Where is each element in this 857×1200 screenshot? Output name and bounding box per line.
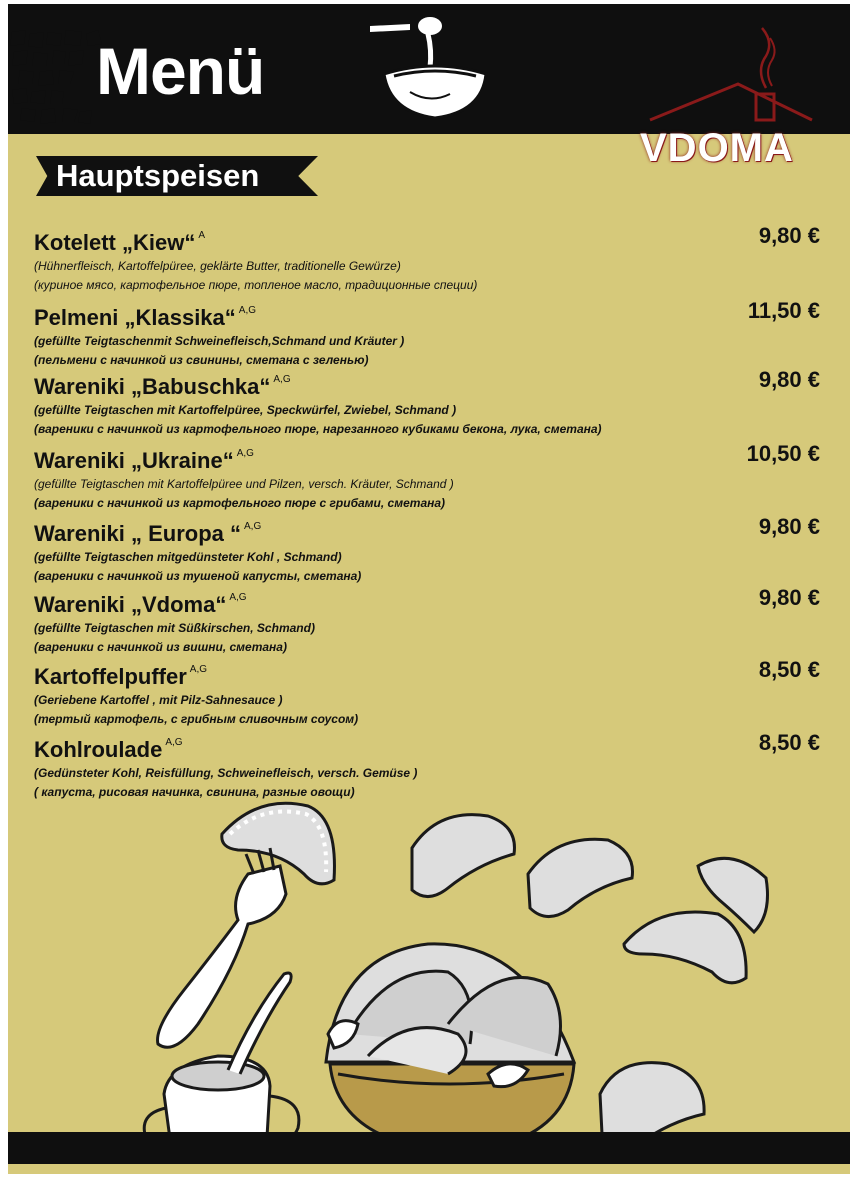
item-allergens: A,G bbox=[244, 521, 262, 532]
item-desc-de: (Gedünsteter Kohl, Reisfüllung, Schweinefleisch, versch. Gemüse ) bbox=[34, 766, 418, 780]
item-name: Wareniki „Vdoma“ $^{A,G}$ bbox=[34, 592, 247, 617]
item-price: 9,80 € bbox=[758, 223, 820, 248]
item-price: 9,80 € bbox=[758, 367, 820, 392]
item-desc-ru: ( капуста, рисовая начинка, свинина, разные овощи) bbox=[34, 785, 355, 799]
item-desc-de: (gefüllte Teigtaschen mit Kartoffelpüree und Pilzen, versch. Kräuter, Schmand ) bbox=[34, 477, 454, 491]
item-price: 8,50 € bbox=[758, 730, 820, 755]
menu-item bbox=[34, 366, 820, 440]
menu-item bbox=[34, 656, 820, 729]
item-price: 11,50 € bbox=[747, 298, 820, 323]
item-desc-ru: (тертый картофель, с грибным сливочным соусом) bbox=[34, 712, 359, 726]
item-price: 8,50 € bbox=[758, 657, 820, 682]
item-allergens: A,G bbox=[238, 305, 257, 316]
item-desc-de: (gefüllte Teigtaschen mit Kartoffelpüree, Speckwürfel, Zwiebel, Schmand ) bbox=[34, 403, 457, 417]
menu-item bbox=[34, 222, 820, 297]
item-name: Kotelett „Kiew“ $^A$ bbox=[34, 230, 206, 255]
item-allergens: A,G bbox=[236, 448, 254, 459]
item-allergens: A,G bbox=[189, 664, 208, 675]
item-desc-de: (Hühnerfleisch, Kartoffelpüree, geklärte Butter, traditionelle Gewürze) bbox=[34, 259, 401, 273]
item-desc-ru: (вареники с начинкой из тушеной капусты, сметана) bbox=[34, 569, 362, 583]
menu-title: Menü bbox=[96, 34, 265, 108]
item-desc-ru: (вареники с начинкой из картофельного пюре, нарезанного кубиками бекона, лука, сметана) bbox=[34, 422, 602, 436]
section-title: Hauptspeisen bbox=[56, 158, 260, 193]
footer-band bbox=[8, 1132, 850, 1164]
item-allergens: A,G bbox=[229, 592, 247, 603]
item-name: Wareniki „Babuschka“ $^{A,G}$ bbox=[34, 374, 291, 399]
item-desc-ru: (пельмени с начинкой из свинины, сметана с зеленью) bbox=[34, 353, 369, 367]
menu-item bbox=[34, 584, 820, 656]
item-name: Kohlroulade $^{A,G}$ bbox=[34, 737, 183, 762]
menu-item bbox=[34, 729, 820, 799]
item-allergens: A,G bbox=[165, 737, 183, 748]
item-desc-de: (Geriebene Kartoffel , mit Pilz-Sahnesauce ) bbox=[34, 693, 283, 707]
item-name: Pelmeni „Klassika“ $^{A,G}$ bbox=[34, 305, 257, 330]
menu-item bbox=[34, 297, 820, 366]
item-name: Wareniki „ Europa “ $^{A,G}$ bbox=[34, 521, 262, 546]
menu-items bbox=[34, 222, 820, 799]
dumplings-fork-pot-illustration bbox=[8, 794, 850, 1174]
item-price: 10,50 € bbox=[746, 441, 820, 466]
item-name: Kartoffelpuffer $^{A,G}$ bbox=[34, 664, 208, 689]
item-name: Wareniki „Ukraine“ $^{A,G}$ bbox=[34, 448, 254, 473]
item-desc-ru: (вареники с начинкой из вишни, сметана) bbox=[34, 640, 287, 654]
item-desc-de: (gefüllte Teigtaschenmit Schweinefleisch,Schmand und Kräuter ) bbox=[34, 334, 405, 348]
item-desc-ru: (вареники с начинкой из картофельного пюре с грибами, сметана) bbox=[34, 496, 446, 510]
menu-item bbox=[34, 513, 820, 584]
item-desc-de: (gefüllte Teigtaschen mit Süßkirschen, Schmand) bbox=[34, 621, 315, 635]
item-price: 9,80 € bbox=[758, 514, 820, 539]
menu-page bbox=[8, 4, 850, 1174]
honey-bowl-icon bbox=[370, 12, 500, 130]
item-desc-ru: (куриное мясо, картофельное пюре, топленое масло, традиционные специи) bbox=[34, 278, 478, 292]
logo-text: VDOMA bbox=[640, 126, 794, 170]
item-price: 9,80 € bbox=[758, 585, 820, 610]
item-allergens: A bbox=[198, 230, 206, 241]
item-allergens: A,G bbox=[273, 374, 291, 385]
menu-item bbox=[34, 440, 820, 513]
item-desc-de: (gefüllte Teigtaschen mitgedünsteter Kohl , Schmand) bbox=[34, 550, 342, 564]
